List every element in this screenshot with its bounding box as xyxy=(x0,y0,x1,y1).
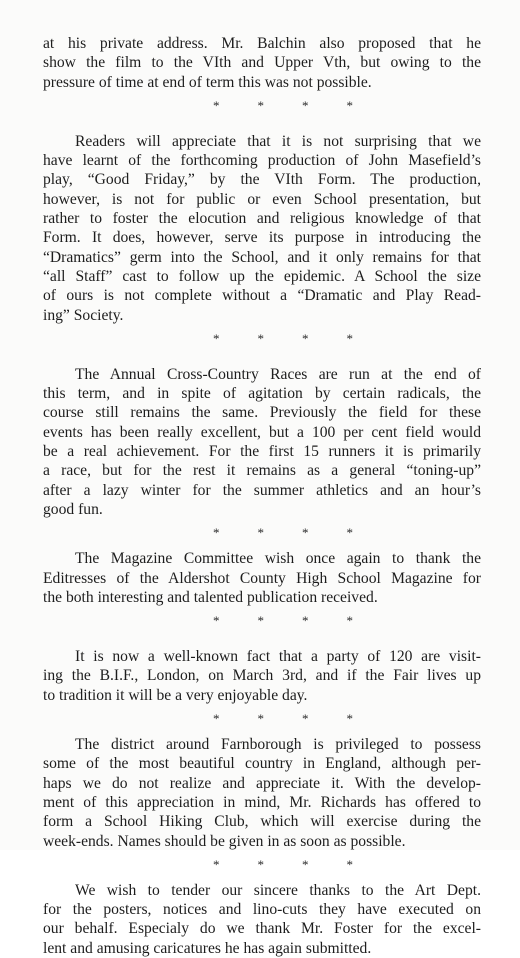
separator-star: * xyxy=(346,330,353,346)
paragraph-magazine xyxy=(43,549,481,607)
separator-star: * xyxy=(302,711,309,727)
separator-star: * xyxy=(346,613,353,629)
paragraph-hiking xyxy=(43,735,481,851)
text-line: course still remains the same. Previously the field for these xyxy=(43,404,481,422)
text-line: at his private address. Mr. Balchin also proposed that he xyxy=(43,35,481,52)
text-line: however, is not for public or even School presentation, but xyxy=(43,190,481,208)
separator-star: * xyxy=(257,330,264,346)
separator-star: * xyxy=(346,525,353,541)
separator-star: * xyxy=(302,856,309,872)
section-separator xyxy=(43,709,481,729)
section-separator xyxy=(43,855,481,875)
paragraph-dramatics xyxy=(43,132,481,325)
text-line: “Dramatics” germ into the School, and it only remains for that xyxy=(43,248,481,266)
text-line: pressure of time at end of term this was not possible. xyxy=(43,73,372,91)
text-line: Form. It does, however, serve its purpose in introducing the xyxy=(43,229,481,247)
text-line: rather to foster the elocution and religious knowledge of that xyxy=(43,210,481,228)
separator-star: * xyxy=(302,330,309,346)
text-line: after a lazy winter for the summer athletics and an hour’s xyxy=(43,481,481,499)
text-line: for the posters, notices and lino-cuts they have executed on xyxy=(43,901,481,919)
separator-star: * xyxy=(302,525,309,541)
text-line: the both interesting and talented publication received. xyxy=(43,588,378,606)
separator-star: * xyxy=(213,97,220,113)
text-line: have learnt of the forthcoming production of John Masefield’s xyxy=(43,152,481,170)
section-separator xyxy=(43,523,481,543)
text-line: The district around Farnborough is privileged to possess xyxy=(75,736,481,754)
text-line: good fun. xyxy=(43,500,103,518)
paragraph-bif xyxy=(43,647,481,705)
text-line: The Annual Cross-Country Races are run at the end of xyxy=(75,365,481,383)
text-line: ment of this appreciation in mind, Mr. Richards has offered to xyxy=(43,793,481,811)
separator-star: * xyxy=(257,711,264,727)
separator-star: * xyxy=(257,525,264,541)
text-line: some of the most beautiful country in England, although per- xyxy=(43,755,481,773)
separator-star: * xyxy=(346,711,353,727)
separator-star: * xyxy=(346,97,353,113)
text-line: ing the B.I.F., London, on March 3rd, and if the Fair lives up xyxy=(43,667,481,685)
text-line: a race, but for the rest it remains as a general “toning-up” xyxy=(43,462,481,480)
text-line: Readers will appreciate that it is not surprising that we xyxy=(75,132,481,150)
text-line: show the film to the VIth and Upper Vth, but owing to the xyxy=(43,54,481,72)
separator-star: * xyxy=(257,97,264,113)
text-line: It is now a well-known fact that a party of 120 are visit- xyxy=(75,648,481,666)
separator-star: * xyxy=(257,613,264,629)
separator-star: * xyxy=(213,856,220,872)
text-line: to tradition it will be a very enjoyable day. xyxy=(43,686,308,704)
separator-star: * xyxy=(257,856,264,872)
text-line: The Magazine Committee wish once again to thank the xyxy=(75,550,481,568)
text-line: this term, and in spite of agitation by certain radicals, the xyxy=(43,385,481,403)
text-line: form a School Hiking Club, which will exercise during the xyxy=(43,813,481,831)
text-line: week-ends. Names should be given in as soon as possible. xyxy=(43,832,406,850)
separator-star: * xyxy=(213,525,220,541)
text-line: play, “Good Friday,” by the VIth Form. The production, xyxy=(43,171,481,189)
text-line: Editresses of the Aldershot County High School Magazine for xyxy=(43,569,481,587)
paragraph-cross-country xyxy=(43,365,481,519)
text-line: be a real achievement. For the first 15 runners it is primarily xyxy=(43,443,481,461)
text-line: our behalf. Especialy do we thank Mr. Foster for the excel- xyxy=(43,920,481,938)
separator-star: * xyxy=(302,97,309,113)
separator-star: * xyxy=(302,613,309,629)
paragraph-art-dept xyxy=(43,881,481,958)
text-line: haps we do not realize and appreciate it. With the develop- xyxy=(43,774,481,792)
text-line: We wish to tender our sincere thanks to the Art Dept. xyxy=(75,881,481,899)
text-line: “all Staff” cast to follow up the epidemic. A School the size xyxy=(43,267,481,285)
text-line: events has been really excellent, but a 100 per cent field would xyxy=(43,423,481,441)
section-separator xyxy=(43,96,481,116)
separator-star: * xyxy=(346,856,353,872)
separator-star: * xyxy=(213,330,220,346)
text-line: ing” Society. xyxy=(43,306,124,324)
text-column xyxy=(43,34,481,958)
paragraph-film xyxy=(43,34,481,92)
section-separator xyxy=(43,611,481,631)
text-line: lent and amusing caricatures he has again submitted. xyxy=(43,939,372,957)
section-separator xyxy=(43,329,481,349)
separator-star: * xyxy=(213,711,220,727)
text-line: of ours is not complete without a “Dramatic and Play Read- xyxy=(43,287,481,305)
separator-star: * xyxy=(213,613,220,629)
